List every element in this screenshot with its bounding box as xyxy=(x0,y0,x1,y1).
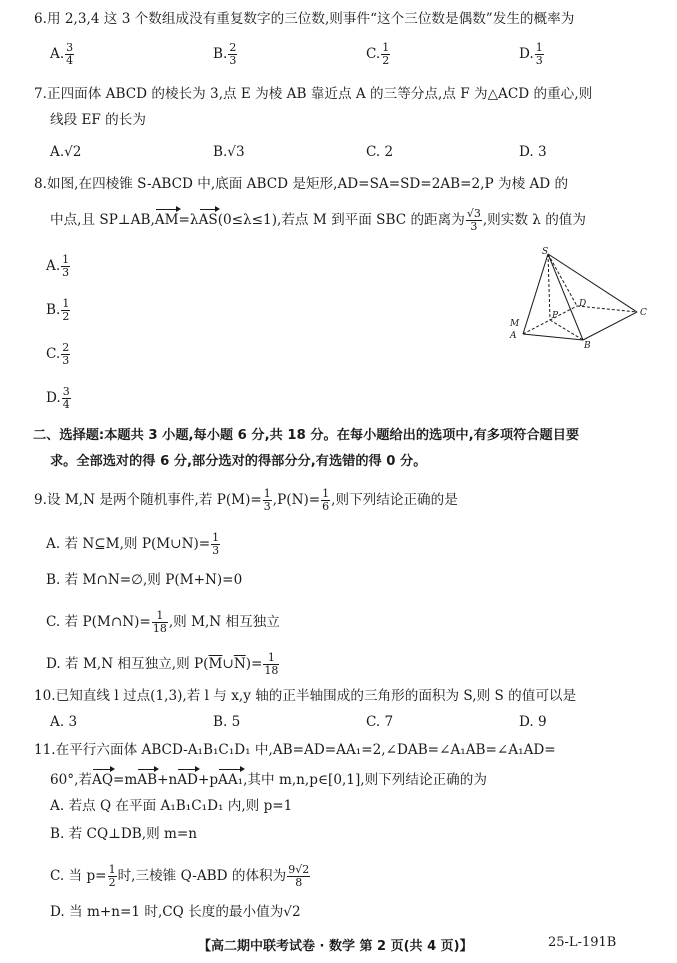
q11-line-1: 11.在平行六面体 ABCD-A₁B₁C₁D₁ 中,AB=AD=AA₁=2,∠DAB=∠A₁AB=∠A₁AD= xyxy=(34,742,556,758)
section-2-heading-line-1: 二、选择题:本题共 3 小题,每小题 6 分,共 18 分。在每小题给出的选项中,有多项符合题目要 xyxy=(33,428,580,443)
q6-stem: 6.用 2,3,4 这 3 个数组成没有重复数字的三位数,则事件“这个三位数是偶数”发生的概率为 xyxy=(34,11,575,27)
pyramid-figure xyxy=(505,244,655,349)
q7-line-2: 线段 EF 的长为 xyxy=(50,112,146,128)
q9-stem: 9.设 M,N 是两个随机事件,若 P(M)= $\frac{1}{3}$ ,P(N)= $\frac{1}{6}$ ,则下列结论正确的是 xyxy=(34,487,458,513)
q10-option-b: B. 5 xyxy=(213,714,241,730)
q8-option-d: D. $\frac{3}{4}$ xyxy=(46,385,70,411)
q6-option-b: B. $\frac{2}{3}$ xyxy=(213,41,237,67)
q9-option-b: B. 若 M∩N=∅,则 P(M+N)=0 xyxy=(46,572,243,588)
page-footer-code: 25-L-191B xyxy=(548,935,617,950)
q9-option-d: D. 若 M,N 相互独立,则 $P(\overline{M}\cup\overline{N})=$ $\frac{1}{18}$ xyxy=(46,651,279,677)
q8-option-b: B. $\frac{1}{2}$ xyxy=(46,297,70,323)
q11-line-2: 60°,若AQ=mAB+nAD+pAA₁,其中 m,n,p∈[0,1],则下列结论正确的为 xyxy=(50,772,487,788)
q7-option-a: A.√2 xyxy=(50,144,82,160)
q8-line-1: 8.如图,在四棱锥 S-ABCD 中,底面 ABCD 是矩形,AD=SA=SD=2AB=2,P 为棱 AD 的 xyxy=(34,176,569,192)
figure-label-p: P xyxy=(552,311,559,321)
q11-option-c: C. 当 p= $\frac{1}{2}$ 时,三棱锥 Q-ABD 的体积为 $\frac{9√2}{8}$ xyxy=(50,863,310,889)
q7-option-c: C. 2 xyxy=(366,144,394,160)
q6-option-d: D. $\frac{1}{3}$ xyxy=(519,41,543,67)
q6-option-c: C. $\frac{1}{2}$ xyxy=(366,41,390,67)
q8-option-c: C. $\frac{2}{3}$ xyxy=(46,341,70,367)
q7-option-d: D. 3 xyxy=(519,144,547,160)
q7-line-1: 7.正四面体 ABCD 的棱长为 3,点 E 为棱 AB 靠近点 A 的三等分点,点 F 为△ACD 的重心,则 xyxy=(34,86,593,102)
page-footer-title: 【高二期中联考试卷 · 数学 第 2 页(共 4 页)】 xyxy=(198,939,473,954)
figure-label-s: S xyxy=(542,247,549,257)
figure-label-b: B xyxy=(584,341,591,349)
q6-option-a: A. $\frac{3}{4}$ xyxy=(50,41,74,67)
q11-option-b: B. 若 CQ⊥DB,则 m=n xyxy=(50,826,198,842)
q11-option-a: A. 若点 Q 在平面 A₁B₁C₁D₁ 内,则 p=1 xyxy=(50,798,293,814)
q11-option-d: D. 当 m+n=1 时,CQ 长度的最小值为√2 xyxy=(50,904,301,920)
figure-label-c: C xyxy=(640,308,647,318)
q10-option-d: D. 9 xyxy=(519,714,547,730)
figure-label-a: A xyxy=(510,331,517,341)
figure-label-m: M xyxy=(510,319,520,329)
q9-option-a: A. 若 N⊆M,则 P(M∪N)= $\frac{1}{3}$ xyxy=(46,531,220,557)
q9-option-c: C. 若 P(M∩N)= $\frac{1}{18}$ ,则 M,N 相互独立 xyxy=(46,609,280,635)
q10-option-a: A. 3 xyxy=(50,714,78,730)
q10-stem: 10.已知直线 l 过点(1,3),若 l 与 x,y 轴的正半轴围成的三角形的面积为 S,则 S 的值可以是 xyxy=(34,688,577,704)
q8-line-2: 中点,且 SP⊥AB,AM=λAS(0≤λ≤1),若点 M 到平面 SBC 的距离为 $\frac{√3}{3}$ ,则实数 λ 的值为 xyxy=(50,207,586,233)
figure-label-d: D xyxy=(579,299,587,309)
q7-option-b: B.√3 xyxy=(213,144,245,160)
section-2-heading-line-2: 求。全部选对的得 6 分,部分选对的得部分分,有选错的得 0 分。 xyxy=(50,454,427,469)
q10-option-c: C. 7 xyxy=(366,714,394,730)
q8-option-a: A. $\frac{1}{3}$ xyxy=(46,253,70,279)
